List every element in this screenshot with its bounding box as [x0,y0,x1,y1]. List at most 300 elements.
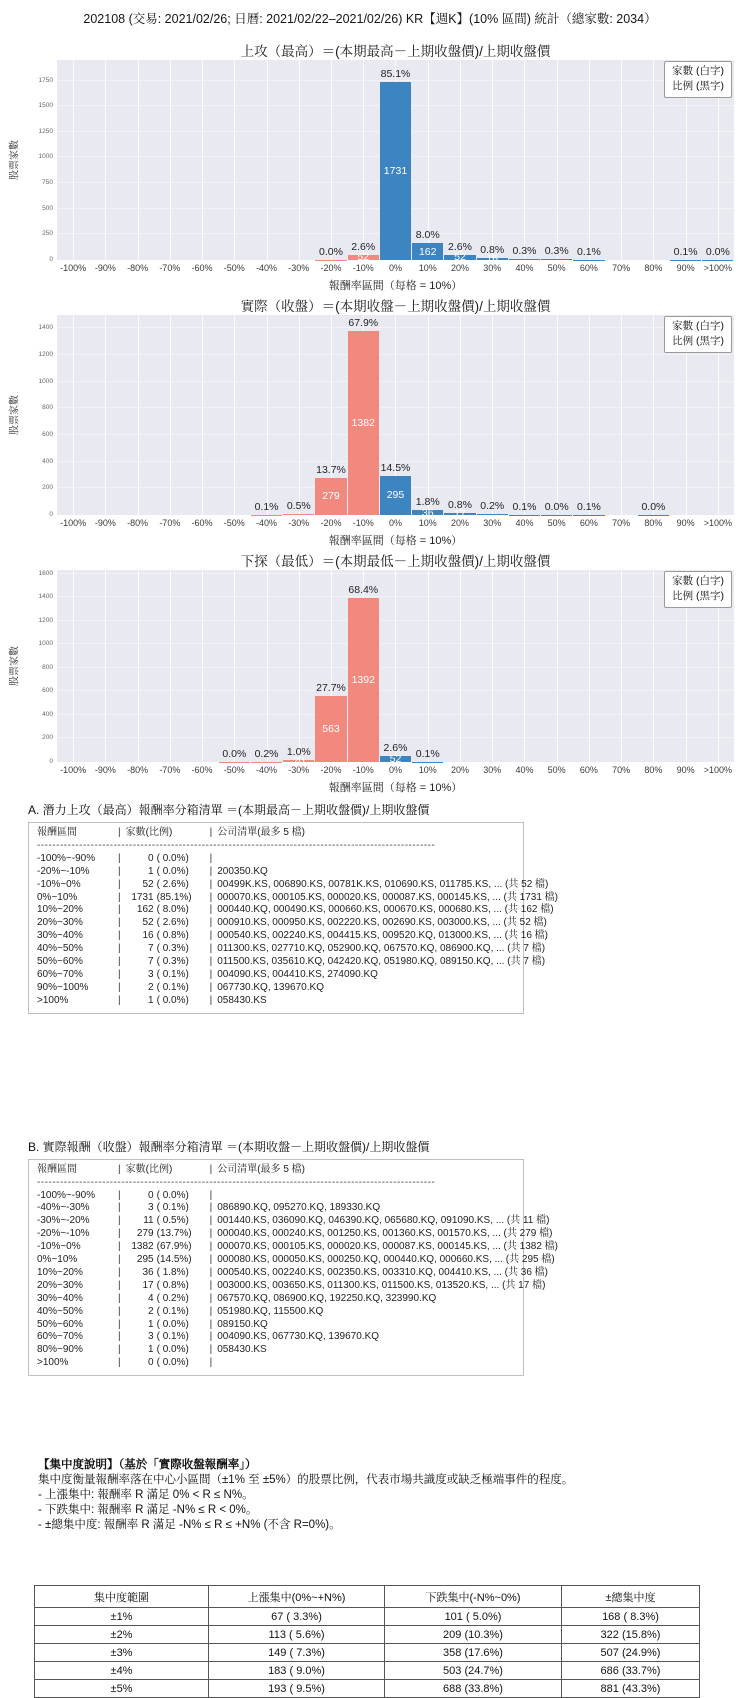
row-companies: 004090.KS, 067730.KQ, 139670.KQ [217,1331,379,1344]
bin--20% [315,570,347,762]
pipe-separator: | [210,853,213,866]
row-range: 0%~10% [37,1254,113,1267]
x-gridline [138,570,139,762]
x-tick-label: 80% [637,518,669,528]
x-gridline [202,570,203,762]
listing-row [37,943,515,956]
y-tick-label: 1500 [39,102,53,109]
y-tick-label: 0 [49,256,53,263]
x-tick-label: 50% [541,765,573,775]
bar-count-label: 17 [454,508,466,520]
x-gridline [234,315,235,515]
bin-0% [379,315,411,515]
pipe-separator: | [118,969,121,982]
bin-70% [605,570,637,762]
legend-count-line: 家數 (白字) [672,574,724,589]
charts-container [0,40,740,795]
row-companies: 00499K.KS, 006890.KS, 00781K.KS, 010690.KS, 011785.KS, ... (共 52 檔) [217,879,548,892]
row-companies: 051980.KQ, 115500.KQ [217,1306,323,1319]
x-gridline [428,570,429,762]
x-gridline [621,315,622,515]
x-gridline [653,315,654,515]
y-tick-label: 200 [42,734,53,741]
col-count-header: 家數(比例) [126,1164,205,1177]
chart-3 [0,550,740,795]
listing-row [37,1267,515,1280]
bar-percent-label: 0.2% [234,748,298,760]
bar-percent-label: 85.1% [363,68,427,80]
x-gridline [299,60,300,260]
table-cell: 507 (24.9%) [562,1644,700,1662]
row-percent: ( 0.0%) [157,1190,205,1203]
table-cell: 113 ( 5.6%) [209,1626,385,1644]
bar-percent-label: 0.3% [524,245,588,257]
bar-percent-label: 0.1% [557,501,621,513]
bin-20% [444,315,476,515]
bin--60% [186,570,218,762]
chart-legend [664,316,732,353]
row-companies: 003000.KS, 003650.KS, 011300.KS, 011500.KS, 013520.KS, ... (共 17 檔) [217,1280,545,1293]
x-tick-label: -50% [218,765,250,775]
row-companies: 000040.KS, 000240.KS, 001250.KS, 001360.KS, 001570.KS, ... (共 279 檔) [217,1228,552,1241]
x-tick-label: -30% [283,518,315,528]
row-range: -20%~-10% [37,1228,113,1241]
plot-canvas [57,315,734,515]
y-tick-label: 1000 [39,640,53,647]
row-percent: ( 0.3%) [157,956,205,969]
chart-legend [664,571,732,608]
chart-1 [0,40,740,293]
y-tick-label: 0 [49,758,53,765]
listing-row [37,879,515,892]
pipe-separator: | [118,1254,121,1267]
x-gridline [170,60,171,260]
listing-row [37,853,515,866]
bar-percent-label: 8.0% [396,229,460,241]
bin--30% [283,60,315,260]
listing-heading: B. 實際報酬（收盤）報酬率分箱清單 ＝(本期收盤－上期收盤價)/上期收盤價 [28,1138,740,1155]
x-tick-label: -50% [218,518,250,528]
bar-count-label: 52 [390,753,402,765]
pipe-separator: | [118,1280,121,1293]
pipe-separator: | [210,1306,213,1319]
x-gridline [492,60,493,260]
bar-percent-label: 14.5% [363,462,427,474]
row-range: 30%~40% [37,930,113,943]
x-gridline [589,570,590,762]
pipe-separator: | [210,1164,213,1177]
concentration-notes [38,1458,740,1533]
legend-ratio-line: 比例 (黑字) [672,79,724,94]
row-range: -40%~-30% [37,1202,113,1215]
x-axis-title: 報酬率區間（每格 = 10%） [57,532,734,548]
bin--50% [218,60,250,260]
table-cell: 193 ( 9.5%) [209,1680,385,1698]
pipe-separator: | [210,1293,213,1306]
row-percent: ( 0.8%) [157,930,205,943]
y-tick-label: 1200 [39,617,53,624]
listing-row [37,1228,515,1241]
row-count: 1 [126,866,154,879]
x-tick-label: 10% [412,518,444,528]
row-count: 1 [126,1344,154,1357]
pipe-separator: | [210,956,213,969]
row-range: 20%~30% [37,1280,113,1293]
x-tick-label: >100% [702,765,734,775]
row-count: 162 [126,904,154,917]
listing-box [28,1159,524,1377]
row-companies: 000070.KS, 000105.KS, 000020.KS, 000087.KS, 000145.KS, ... (共 1382 檔) [217,1241,558,1254]
y-tick-label: 400 [42,711,53,718]
x-tick-label: -10% [347,263,379,273]
listing-row [37,1331,515,1344]
x-tick-label: 50% [541,263,573,273]
row-range: 60%~70% [37,969,113,982]
bin-70% [605,60,637,260]
row-companies: 004090.KS, 004410.KS, 274090.KQ [217,969,378,982]
pipe-separator: | [118,1319,121,1332]
x-ticks [57,518,734,531]
listing-row [37,995,515,1008]
x-tick-label: 90% [670,765,702,775]
row-count: 3 [126,969,154,982]
pipe-separator: | [118,1267,121,1280]
bar-percent-label: 1.0% [267,746,331,758]
x-gridline [267,570,268,762]
y-tick-label: 1000 [39,153,53,160]
x-gridline [621,570,622,762]
x-tick-label: 80% [637,765,669,775]
x-tick-label: 10% [412,765,444,775]
row-range: 30%~40% [37,1293,113,1306]
pipe-separator: | [210,1190,213,1203]
x-gridline [105,60,106,260]
row-percent: ( 0.5%) [157,1215,205,1228]
row-range: 0%~10% [37,892,113,905]
bin--30% [283,570,315,762]
row-count: 0 [126,1190,154,1203]
bar-percent-label: 0.1% [396,748,460,760]
x-tick-label: -60% [186,518,218,528]
bar-count-label: 1382 [352,417,375,429]
row-count: 17 [126,1280,154,1293]
bin--60% [186,315,218,515]
bin-40% [508,315,540,515]
row-companies: 086890.KQ, 095270.KQ, 189330.KQ [217,1202,380,1215]
bar-percent-label: 0.8% [428,499,492,511]
bar-50% [541,259,572,260]
bar-percent-label: 0.5% [267,500,331,512]
table-header-cell: 集中度範圍 [35,1586,209,1608]
row-range: 10%~20% [37,904,113,917]
bar--10% [348,331,379,515]
bin--30% [283,315,315,515]
pipe-separator: | [210,1267,213,1280]
x-tick-label: 0% [379,263,411,273]
row-companies: 200350.KQ [217,866,268,879]
x-gridline [299,315,300,515]
plot-area [57,60,734,260]
row-count: 1382 [126,1241,154,1254]
pipe-separator: | [210,866,213,879]
x-tick-label: -30% [283,765,315,775]
x-gridline [621,60,622,260]
y-tick-label: 0 [49,511,53,518]
pipe-separator: | [210,1331,213,1344]
bin-50% [541,570,573,762]
x-tick-label: -80% [121,518,153,528]
bar-count-label: 20 [293,755,305,767]
row-range: -100%~-90% [37,853,113,866]
listing-row [37,1215,515,1228]
row-count: 4 [126,1293,154,1306]
row-percent: ( 0.2%) [157,1293,205,1306]
table-cell: 881 (43.3%) [562,1680,700,1698]
bin-30% [476,315,508,515]
listing-row [37,1190,515,1203]
row-range: 90%~100% [37,982,113,995]
y-tick-label: 400 [42,458,53,465]
row-count: 1731 [126,892,154,905]
row-companies: 067570.KQ, 086900.KQ, 192250.KQ, 323990.KQ [217,1293,436,1306]
row-companies: 001440.KS, 036090.KQ, 046390.KQ, 065680.KQ, 091090.KS, ... (共 11 檔) [217,1215,549,1228]
row-percent: ( 0.0%) [157,1357,205,1370]
y-tick-label: 1000 [39,378,53,385]
bar-40% [509,259,540,260]
bin--90% [89,570,121,762]
row-range: -10%~0% [37,1241,113,1254]
bar-percent-label: 0.2% [460,500,524,512]
listing-header-row [37,1164,515,1177]
bar-percent-label: 0.1% [653,246,717,258]
x-gridline [524,315,525,515]
bin-10% [412,60,444,260]
bin-60% [573,315,605,515]
x-gridline [589,60,590,260]
row-count: 0 [126,1357,154,1370]
bin--10% [347,570,379,762]
table-cell: 209 (10.3%) [385,1626,562,1644]
pipe-separator: | [118,995,121,1008]
table-row [35,1662,700,1680]
x-gridline [428,315,429,515]
listing-row [37,1280,515,1293]
bar-count-label: 16 [486,253,498,265]
bin-40% [508,60,540,260]
x-gridline [267,315,268,515]
pipe-separator: | [210,1357,213,1370]
bar-percent-label: 0.0% [524,501,588,513]
x-tick-label: 20% [444,518,476,528]
row-percent: ( 2.6%) [157,917,205,930]
x-tick-label: -70% [154,518,186,528]
bar-count-label: 1392 [352,674,375,686]
row-count: 16 [126,930,154,943]
row-range: -10%~0% [37,879,113,892]
bar--10% [348,598,379,762]
x-gridline [267,60,268,260]
col-companies-header: 公司清單(最多 5 檔) [217,1164,305,1177]
dashed-separator: -------------------------------------------------------------------------------------------------------- [37,1177,515,1190]
bar-30% [477,258,508,260]
bar-percent-label: 68.4% [331,584,395,596]
x-tick-label: 20% [444,765,476,775]
x-gridline [202,315,203,515]
row-percent: (85.1%) [157,892,205,905]
concentration-bullet-down: - 下跌集中: 報酬率 R 滿足 -N% ≤ R < 0%。 [38,1503,740,1518]
bin--40% [250,570,282,762]
bar-10% [412,510,443,515]
bar-percent-label: 0.1% [234,501,298,513]
pipe-separator: | [118,892,121,905]
y-tick-label: 1750 [39,77,53,84]
row-companies: 000540.KS, 002240.KS, 004415.KS, 009520.KQ, 013000.KS, ... (共 16 檔) [217,930,548,943]
row-count: 7 [126,956,154,969]
x-tick-label: -30% [283,263,315,273]
pipe-separator: | [210,930,213,943]
x-tick-label: -40% [250,263,282,273]
x-tick-label: >100% [702,518,734,528]
x-tick-label: -20% [315,765,347,775]
x-gridline [170,315,171,515]
table-header-cell: 上漲集中(0%~+N%) [209,1586,385,1608]
bin--70% [154,570,186,762]
x-tick-label: 20% [444,263,476,273]
bar-20% [444,513,475,515]
x-gridline [138,315,139,515]
y-tick-label: 800 [42,664,53,671]
x-tick-label: 0% [379,518,411,528]
bar-percent-label: 0.1% [492,501,556,513]
table-cell: ±4% [35,1662,209,1680]
pipe-separator: | [118,956,121,969]
bin-50% [541,315,573,515]
listing-header-row [37,827,515,840]
x-gridline [460,315,461,515]
table-header-cell: ±總集中度 [562,1586,700,1608]
y-tick-label: 500 [42,205,53,212]
col-count-header: 家數(比例) [126,827,205,840]
bar-percent-label: 0.0% [621,501,685,513]
listing-row [37,1344,515,1357]
legend-count-line: 家數 (白字) [672,319,724,334]
bin-0% [379,570,411,762]
row-range: >100% [37,995,113,1008]
bin-30% [476,570,508,762]
pipe-separator: | [118,917,121,930]
bar-count-label: 295 [387,489,405,501]
col-range-header: 報酬區間 [37,1164,113,1177]
row-count: 2 [126,1306,154,1319]
table-header-cell: 下跌集中(-N%~0%) [385,1586,562,1608]
pipe-separator: | [210,827,213,840]
listing-box [28,822,524,1014]
x-gridline [234,60,235,260]
bar-percent-label: 0.1% [557,246,621,258]
bin--70% [154,60,186,260]
x-gridline [331,60,332,260]
pipe-separator: | [118,943,121,956]
row-range: -30%~-20% [37,1215,113,1228]
row-companies: 058430.KS [217,995,267,1008]
table-cell: 686 (33.7%) [562,1662,700,1680]
x-gridline [73,60,74,260]
y-tick-label: 750 [42,179,53,186]
bar--30% [283,760,314,762]
table-cell: 503 (24.7%) [385,1662,562,1680]
bar-count-label: 52 [357,251,369,263]
bin-60% [573,570,605,762]
listing-row [37,892,515,905]
x-tick-label: -10% [347,518,379,528]
chart-title: 實際（收盤）＝(本期收盤－上期收盤價)/上期收盤價 [57,295,734,315]
bar-percent-label: 2.6% [363,742,427,754]
pipe-separator: | [210,982,213,995]
bin--40% [250,60,282,260]
x-gridline [202,60,203,260]
x-tick-label: -60% [186,765,218,775]
bar-count-label: 279 [322,490,340,502]
table-header-row [35,1586,700,1608]
x-gridline [557,60,558,260]
x-tick-label: 30% [476,518,508,528]
listing-a [28,801,740,1014]
pipe-separator: | [210,969,213,982]
row-companies: 058430.KS [217,1344,267,1357]
pipe-separator: | [118,1215,121,1228]
x-tick-label: -100% [57,263,89,273]
y-tick-label: 800 [42,404,53,411]
listing-row [37,982,515,995]
row-range: 40%~50% [37,943,113,956]
pipe-separator: | [210,1202,213,1215]
row-percent: (13.7%) [157,1228,205,1241]
table-cell: 322 (15.8%) [562,1626,700,1644]
row-companies: 000440.KQ, 000490.KS, 000660.KS, 000670.KS, 000680.KS, ... (共 162 檔) [217,904,553,917]
chart-legend [664,61,732,98]
row-percent: ( 0.0%) [157,866,205,879]
table-cell: 67 ( 3.3%) [209,1608,385,1626]
bar-percent-label: 0.3% [492,245,556,257]
pipe-separator: | [118,1164,121,1177]
row-percent: ( 0.0%) [157,1344,205,1357]
pipe-separator: | [118,879,121,892]
legend-ratio-line: 比例 (黑字) [672,589,724,604]
x-tick-label: -100% [57,765,89,775]
listing-b [28,1138,740,1377]
bin--50% [218,315,250,515]
table-cell: ±3% [35,1644,209,1662]
bar-count-label: 162 [419,246,437,258]
row-companies: 000540.KS, 002240.KS, 002350.KS, 003310.KQ, 004410.KS, ... (共 36 檔) [217,1267,548,1280]
x-gridline [524,570,525,762]
pipe-separator: | [118,904,121,917]
pipe-separator: | [210,1344,213,1357]
pipe-separator: | [210,917,213,930]
dashed-separator: -------------------------------------------------------------------------------------------------------- [37,840,515,853]
pipe-separator: | [118,1344,121,1357]
pipe-separator: | [118,982,121,995]
row-percent: ( 8.0%) [157,904,205,917]
y-tick-label: 1400 [39,324,53,331]
x-gridline [73,570,74,762]
listing-row [37,917,515,930]
listing-row [37,930,515,943]
row-percent: ( 0.1%) [157,1202,205,1215]
row-count: 2 [126,982,154,995]
pipe-separator: | [210,943,213,956]
bar--30% [283,514,314,515]
